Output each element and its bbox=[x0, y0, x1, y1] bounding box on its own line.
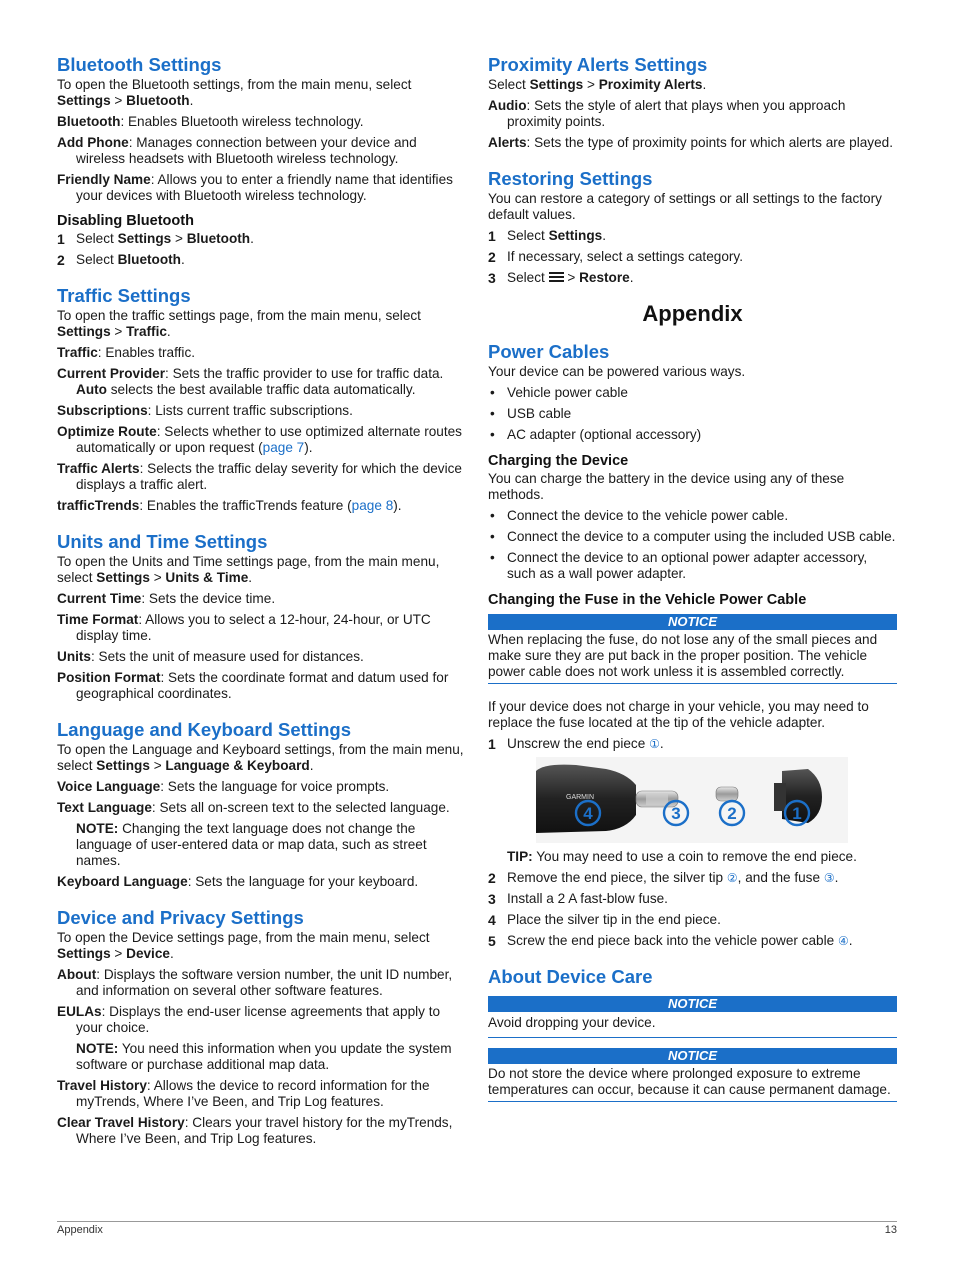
bullet-item: • USB cable bbox=[490, 406, 572, 421]
step-number: 4 bbox=[488, 912, 496, 928]
bullet-item: • AC adapter (optional accessory) bbox=[490, 427, 702, 442]
subsection-heading-fuse: Changing the Fuse in the Vehicle Power Cable bbox=[488, 592, 807, 608]
step-item: 2 Select Bluetooth. bbox=[57, 252, 185, 268]
step-number: 1 bbox=[488, 736, 496, 752]
menu-icon bbox=[549, 271, 564, 283]
tip-paragraph: TIP: You may need to use a coin to remove the end piece. bbox=[507, 849, 857, 864]
definition-item: Bluetooth: Enables Bluetooth wireless technology. bbox=[57, 114, 364, 129]
section-heading-device: Device and Privacy Settings bbox=[57, 907, 304, 928]
definition-item: Units: Sets the unit of measure used for distances. bbox=[57, 649, 364, 664]
note-paragraph: NOTE: Changing the text language does not change the language of user-entered data or map data, such as street names. bbox=[76, 821, 427, 868]
step-number: 2 bbox=[488, 870, 496, 886]
definition-item: About: Displays the software version number, the unit ID number, and information on several other software features. bbox=[57, 967, 453, 998]
left-column bbox=[57, 54, 465, 1147]
section-heading-proximity: Proximity Alerts Settings bbox=[488, 54, 708, 75]
step-item: 4 Place the silver tip in the end piece. bbox=[488, 912, 721, 928]
section-heading-power-cables: Power Cables bbox=[488, 341, 610, 362]
definition-item: Position Format: Sets the coordinate format and datum used for geographical coordinates. bbox=[57, 670, 449, 701]
definition-item: Text Language: Sets all on-screen text to the selected language. bbox=[57, 800, 450, 815]
section-heading-units: Units and Time Settings bbox=[57, 531, 268, 552]
definition-item: Add Phone: Manages connection between your device and wireless headsets with Bluetooth wireless technology. bbox=[57, 135, 417, 166]
section-heading-traffic: Traffic Settings bbox=[57, 285, 191, 306]
definition-item: Optimize Route: Selects whether to use optimized alternate routes automatically or upon request (page 7). bbox=[57, 424, 462, 455]
callout-number: 3 bbox=[671, 804, 681, 823]
step-number: 3 bbox=[488, 891, 496, 907]
page-link[interactable]: page 7 bbox=[262, 440, 305, 455]
notice-box bbox=[488, 614, 897, 684]
callout-number: 4 bbox=[583, 804, 593, 823]
step-item: 2 If necessary, select a settings category. bbox=[488, 249, 743, 265]
definition-item: Voice Language: Sets the language for voice prompts. bbox=[57, 779, 390, 794]
footer-section: Appendix bbox=[57, 1224, 103, 1236]
definition-item: trafficTrends: Enables the trafficTrends feature (page 8). bbox=[57, 498, 402, 513]
step-number: 2 bbox=[488, 249, 496, 265]
brand-label: GARMIN bbox=[566, 794, 594, 801]
callout-ref: ② bbox=[726, 871, 738, 885]
appendix-title: Appendix bbox=[642, 301, 743, 326]
bullet-item: • Connect the device to an optional power adapter accessory, such as a wall power adapter. bbox=[490, 550, 868, 581]
definition-item: Friendly Name: Allows you to enter a friendly name that identifies your devices with Bluetooth wireless technology. bbox=[57, 172, 453, 203]
definition-item: Current Provider: Sets the traffic provider to use for traffic data. Auto selects the best available traffic data automatically. bbox=[57, 366, 444, 397]
proximity-intro: Select Settings > Proximity Alerts. bbox=[488, 77, 707, 92]
notice-box bbox=[488, 996, 897, 1038]
fuse-diagram bbox=[536, 757, 848, 843]
callout-number: 2 bbox=[727, 804, 737, 823]
page-number: 13 bbox=[884, 1224, 897, 1236]
bullet-item: • Connect the device to the vehicle power cable. bbox=[490, 508, 789, 523]
right-column bbox=[488, 54, 897, 1102]
step-number: 3 bbox=[488, 270, 496, 286]
bullet-item: • Connect the device to a computer using the included USB cable. bbox=[490, 529, 896, 544]
note-paragraph: NOTE: You need this information when you update the system software or purchase additional map data. bbox=[76, 1041, 452, 1072]
units-intro: To open the Units and Time settings page, from the main menu, select Settings > Units & Time. bbox=[57, 554, 440, 585]
section-heading-bluetooth: Bluetooth Settings bbox=[57, 54, 222, 75]
step-number: 1 bbox=[57, 231, 65, 247]
callout-ref: ① bbox=[649, 737, 660, 751]
step-item: 1 Unscrew the end piece ①. bbox=[488, 736, 664, 752]
definition-item: Clear Travel History: Clears your travel history for the myTrends, Where I’ve Been, and Trip Log features. bbox=[57, 1115, 453, 1146]
subsection-heading-disabling-bluetooth: Disabling Bluetooth bbox=[57, 213, 194, 229]
language-intro: To open the Language and Keyboard settings, from the main menu, select Settings > Language & Keyboard. bbox=[57, 742, 464, 773]
callout-number: 1 bbox=[792, 804, 802, 823]
definition-item: Alerts: Sets the type of proximity points for which alerts are played. bbox=[488, 135, 893, 150]
page-link[interactable]: page 8 bbox=[351, 498, 394, 513]
step-number: 2 bbox=[57, 252, 65, 268]
step-item: 1 Select Settings > Bluetooth. bbox=[57, 231, 254, 247]
traffic-intro: To open the traffic settings page, from the main menu, select Settings > Traffic. bbox=[57, 308, 421, 339]
notice-label: NOTICE bbox=[488, 614, 897, 630]
notice-box bbox=[488, 1048, 897, 1102]
step-item: 3 Select > Restore. bbox=[488, 270, 634, 286]
step-item: 2 Remove the end piece, the silver tip ②, and the fuse ③. bbox=[488, 870, 839, 886]
step-number: 5 bbox=[488, 933, 496, 949]
step-item: 5 Screw the end piece back into the vehicle power cable ④. bbox=[488, 933, 853, 949]
definition-item: Current Time: Sets the device time. bbox=[57, 591, 276, 606]
device-intro: To open the Device settings page, from the main menu, select Settings > Device. bbox=[57, 930, 430, 961]
section-heading-restoring: Restoring Settings bbox=[488, 168, 653, 189]
definition-item: Keyboard Language: Sets the language for your keyboard. bbox=[57, 874, 419, 889]
restoring-intro: You can restore a category of settings or all settings to the factory default values. bbox=[488, 191, 882, 222]
bullet-item: • Vehicle power cable bbox=[490, 385, 628, 400]
definition-item: Traffic Alerts: Selects the traffic delay severity for which the device displays a traffic alert. bbox=[57, 461, 462, 492]
step-item: 1 Select Settings. bbox=[488, 228, 606, 244]
power-intro: Your device can be powered various ways. bbox=[488, 364, 746, 379]
fuse-intro: If your device does not charge in your vehicle, you may need to replace the fuse located at the tip of the vehicle adapter. bbox=[488, 699, 869, 730]
notice-label: NOTICE bbox=[488, 996, 897, 1012]
definition-item: Audio: Sets the style of alert that plays when you approach proximity points. bbox=[488, 98, 846, 129]
callout-ref: ④ bbox=[837, 934, 849, 948]
step-number: 1 bbox=[488, 228, 496, 244]
section-heading-device-care: About Device Care bbox=[488, 966, 653, 987]
step-item: 3 Install a 2 A fast-blow fuse. bbox=[488, 891, 668, 907]
fuse-diagram-illustration bbox=[536, 757, 848, 843]
bluetooth-intro: To open the Bluetooth settings, from the main menu, select Settings > Bluetooth. bbox=[57, 77, 412, 108]
notice-text: When replacing the fuse, do not lose any of the small pieces and make sure they are put back in the proper position. The vehicle power cable does not work unless it is assembled correctly. bbox=[488, 632, 878, 679]
definition-item: Time Format: Allows you to select a 12-hour, 24-hour, or UTC display time. bbox=[57, 612, 431, 643]
notice-text: Avoid dropping your device. bbox=[488, 1015, 656, 1030]
subsection-heading-charging: Charging the Device bbox=[488, 453, 629, 469]
definition-item: Travel History: Allows the device to record information for the myTrends, Where I’ve Been, and Trip Log features. bbox=[57, 1078, 430, 1109]
callout-ref: ③ bbox=[823, 871, 835, 885]
notice-label: NOTICE bbox=[488, 1048, 897, 1064]
notice-text: Do not store the device where prolonged exposure to extreme temperatures can occur, because it can cause permanent damage. bbox=[488, 1066, 891, 1097]
charging-intro: You can charge the battery in the device using any of these methods. bbox=[488, 471, 845, 502]
section-heading-language: Language and Keyboard Settings bbox=[57, 719, 351, 740]
definition-item: EULAs: Displays the end-user license agreements that apply to your choice. bbox=[57, 1004, 441, 1035]
definition-item: Traffic: Enables traffic. bbox=[57, 345, 196, 360]
definition-item: Subscriptions: Lists current traffic subscriptions. bbox=[57, 403, 353, 418]
footer-divider bbox=[57, 1221, 897, 1222]
